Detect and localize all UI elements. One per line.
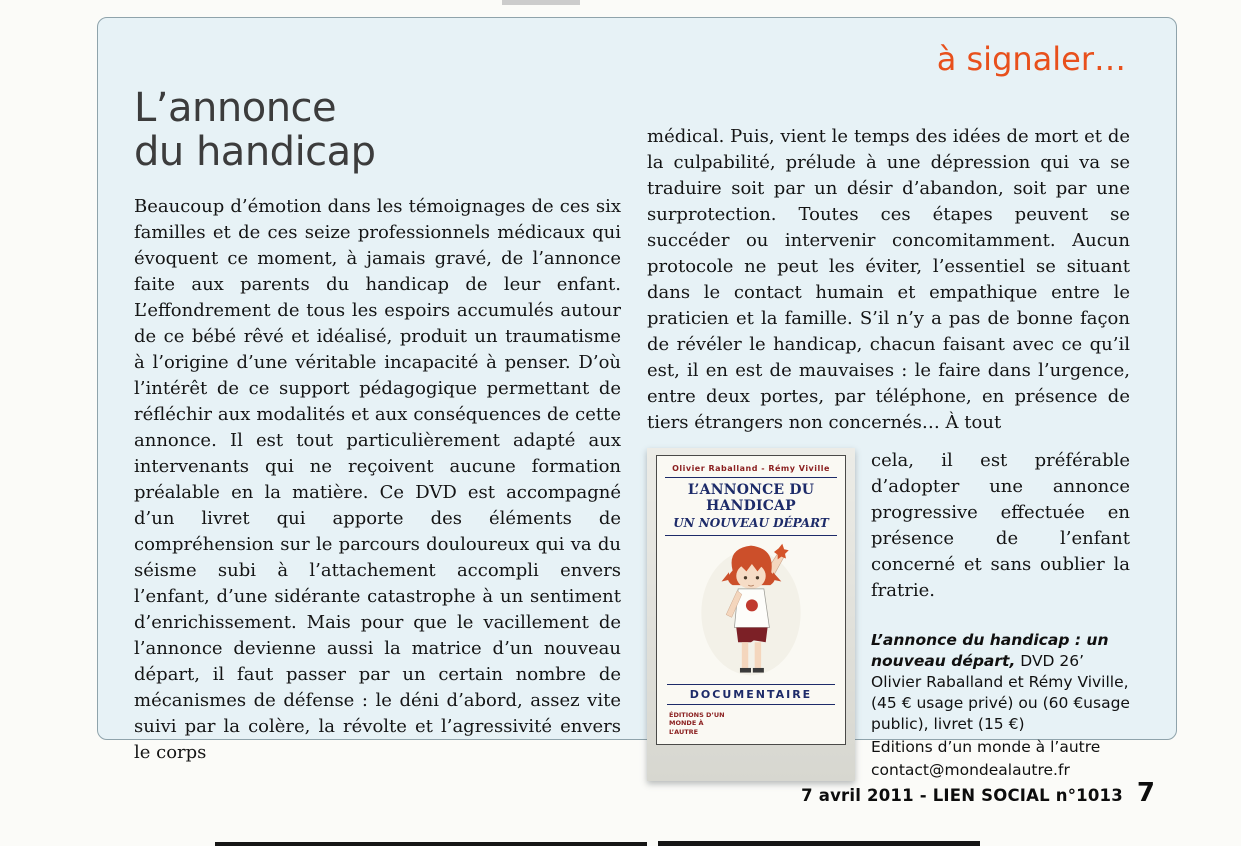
dvd-cover (647, 448, 855, 781)
left-column (134, 86, 621, 781)
article-paragraph-wrap: cela, il est préférable d’adopter une annonce progressive effectuée en présence de l’enfant concerné et sans oublier la fratrie. (871, 450, 1130, 601)
dvd-cover-inner (656, 455, 846, 745)
article-title-line2: du handicap (134, 129, 376, 175)
dvd-genre-label: DOCUMENTAIRE (667, 684, 835, 705)
caption-title: L’annonce du handicap : un nouveau départ, (871, 631, 1109, 670)
page-footer (801, 778, 1155, 808)
article-paragraph-left: Beaucoup d’émotion dans les témoignages de ces six familles et de ces seize professionnels médicaux qui évoquent ce moment, à jamais gravé, de l’annonce faite aux parents du handicap de leur enfant. L’effondrement de tous les espoirs accumulés autour de ce bébé rêvé et idéalisé, produit un traumatisme à l’origine d’une véritable incapacité à penser. D’où l’intérêt de ce support pédagogique permettant de réfléchir aux modalités et aux conséquences de cette annonce. Il est tout particulièrement adapté aux intervenants qui ne reçoivent aucune formation préalable en la matière. Ce DVD est accompagné d’un livret qui apporte des éléments de compréhension sur le parcours douloureux qui va du séisme subi à l’attachement accompli envers l’enfant, d’une sidérante catastrophe à un sentiment d’enrichissement. Mais pour que le vacillement de l’annonce devienne aussi la matrice d’un nouveau départ, il faut passer par un certain nombre de mécanismes de défense : le déni d’abord, assez vite suivi par la colère, la révolte et l’agressivité envers le corps (134, 196, 621, 763)
scan-artifact-bottom-left (215, 842, 647, 846)
dvd-publisher-logo: ÉDITIONS D’UN MONDE À L’AUTRE (669, 711, 725, 736)
dvd-caption (871, 630, 1130, 781)
scan-artifact-bottom-right (658, 841, 980, 846)
media-row (647, 448, 1130, 781)
dvd-authors: Olivier Raballand - Rémy Viville (672, 464, 830, 473)
dvd-title: L’ANNONCE DU HANDICAP (687, 482, 815, 514)
article-title-line1: L’annonce (134, 85, 337, 131)
section-header: à signaler… (936, 40, 1126, 78)
right-column (647, 86, 1130, 781)
beside-cover-column (871, 448, 1130, 781)
article-panel (97, 17, 1177, 779)
article-title (134, 86, 621, 174)
article-paragraph-right: médical. Puis, vient le temps des idées de mort et de la culpabilité, prélude à une dépression qui va se traduire soit par un désir d’abandon, soit par une surprotection. Toutes ces étapes peuvent se succéder ou intervenir concomitamment. Aucun protocole ne peut les éviter, l’essentiel se situant dans le contact humain et empathique entre le praticien et la famille. S’il n’y a pas de bonne façon de révéler le handicap, chacun faisant avec ce qu’il est, il en est de mauvaises : le faire dans l’urgence, entre deux portes, par téléphone, en présence de tiers étrangers non concernés… À tout (647, 126, 1130, 433)
manga-girl-illustration (673, 541, 829, 679)
dvd-subtitle: UN NOUVEAU DÉPART (673, 516, 829, 530)
caption-publisher: Editions d’un monde à l’autre (871, 738, 1101, 756)
caption-contact-email: contact@mondealautre.fr (871, 761, 1070, 779)
dvd-title-band (665, 477, 837, 536)
caption-details: DVD 26’ Olivier Raballand et Rémy Viville, (45 € usage privé) ou (60 €usage public), livret (15 €) (871, 652, 1130, 733)
scan-artifact-top (502, 0, 580, 5)
footer-issue-label: 7 avril 2011 - LIEN SOCIAL n°1013 (801, 786, 1123, 805)
footer-page-number: 7 (1136, 778, 1155, 808)
caption-main (871, 630, 1130, 735)
article-columns (134, 86, 1130, 781)
